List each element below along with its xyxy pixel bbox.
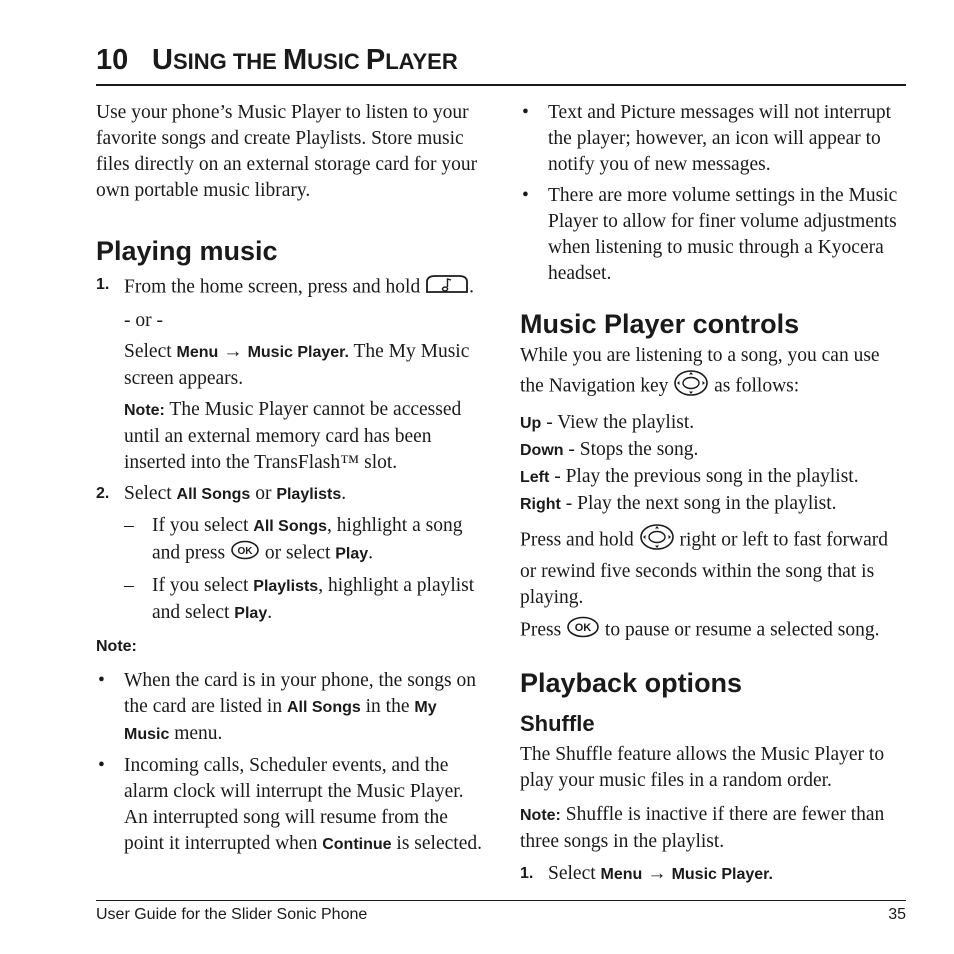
- bullet-marker: •: [522, 185, 529, 206]
- bullet-messages: • Text and Picture messages will not interrupt the player; however, an icon will appear to notify you of new messages.: [522, 102, 892, 175]
- step-1: 1. From the home screen, press and hold .: [96, 272, 482, 304]
- chapter-number: 10: [96, 44, 129, 76]
- step-number: 1.: [520, 865, 534, 882]
- svg-text:OK: OK: [237, 546, 253, 557]
- bullet-marker: •: [522, 102, 529, 123]
- footer-title: User Guide for the Slider Sonic Phone: [96, 906, 368, 923]
- control-up: Up - View the playlist.: [520, 412, 695, 433]
- chapter-title-part: THE: [232, 49, 283, 74]
- select-menu-instruction: Select Menu → Music Player. The My Music screen appears.: [124, 341, 470, 389]
- chapter-title-text: [152, 44, 458, 76]
- note-shuffle: Note: Shuffle is inactive if there are fewer than three songs in the playlist.: [520, 804, 885, 852]
- note-label: Note:: [124, 402, 165, 419]
- svg-text:OK: OK: [574, 622, 592, 634]
- page-number: 35: [888, 906, 906, 923]
- press-and-hold-instruction: Press and hold right or left to fast forward or rewind five seconds within the song that is playing.: [520, 523, 906, 611]
- shuffle-description: The Shuffle feature allows the Music Player to play your music files in a random order.: [520, 744, 885, 791]
- navigation-key-icon: [673, 369, 709, 405]
- chapter-title-part: P: [365, 44, 386, 76]
- chapter-title-part: LAYER: [385, 49, 458, 74]
- controls-intro: While you are listening to a song, you can use the Navigation key as follows:: [520, 343, 906, 405]
- step-2: 2. Select All Songs or Playlists.: [96, 481, 482, 508]
- note-heading: Note:: [96, 638, 137, 655]
- control-right: Right - Play the next song in the playlist.: [520, 493, 837, 514]
- intro-paragraph: Use your phone’s Music Player to listen to your favorite songs and create Playlists. Store music files directly on an external storage card for your own portable music library.: [96, 102, 478, 201]
- dash-item-playlists: – If you select Playlists, highlight a playlist and select Play.: [124, 575, 475, 623]
- chapter-title-part: USIC: [307, 49, 366, 74]
- ok-key-icon: [230, 540, 260, 568]
- dash-marker: –: [124, 515, 134, 536]
- bullet-interruptions: • Incoming calls, Scheduler events, and the alarm clock will interrupt the Music Player. An interrupted song will resume from the point it interrupted when Continue is selected.: [98, 755, 482, 854]
- control-down: Down - Stops the song.: [520, 439, 699, 460]
- dash-marker: –: [124, 575, 134, 596]
- right-column: [520, 100, 906, 888]
- playing-music-heading: Playing music: [96, 236, 278, 266]
- or-text: - or -: [124, 310, 163, 331]
- menu-label: Menu: [176, 344, 219, 361]
- bullet-marker: •: [98, 670, 105, 691]
- chapter-title-part: SING: [172, 49, 233, 74]
- music-player-label: Music Player.: [247, 344, 349, 361]
- step-number: 2.: [96, 485, 110, 502]
- left-column: [96, 100, 482, 858]
- bullet-volume: • There are more volume settings in the Music Player to allow for finer volume adjustments when listening to music through a Kyocera headset.: [522, 185, 898, 284]
- shuffle-step-1: 1. Select Menu → Music Player.: [520, 861, 906, 888]
- note-label: Note:: [520, 807, 561, 824]
- control-left: Left - Play the previous song in the playlist.: [520, 466, 859, 487]
- music-player-controls-heading: Music Player controls: [520, 309, 800, 339]
- chapter-title-part: M: [282, 44, 308, 76]
- shuffle-heading: Shuffle: [520, 711, 595, 736]
- step-number: 1.: [96, 276, 110, 293]
- bullet-card-songs: • When the card is in your phone, the songs on the card are listed in All Songs in the My Music menu.: [98, 670, 477, 744]
- music-key-icon: [425, 272, 469, 304]
- playback-options-heading: Playback options: [520, 668, 743, 698]
- navigation-key-icon: [639, 523, 675, 559]
- chapter-title: [96, 40, 906, 86]
- page-footer: [96, 900, 906, 926]
- note-memory-card: Note: The Music Player cannot be accessed until an external memory card has been inserted into the TransFlash™ slot.: [124, 399, 462, 473]
- dash-item-all-songs: – If you select All Songs, highlight a song and press OK or select Play.: [96, 513, 482, 568]
- bullet-marker: •: [98, 755, 105, 776]
- ok-key-icon: [566, 616, 600, 646]
- chapter-title-part: U: [152, 44, 173, 76]
- press-ok-instruction: Press OK to pause or resume a selected song.: [520, 616, 906, 646]
